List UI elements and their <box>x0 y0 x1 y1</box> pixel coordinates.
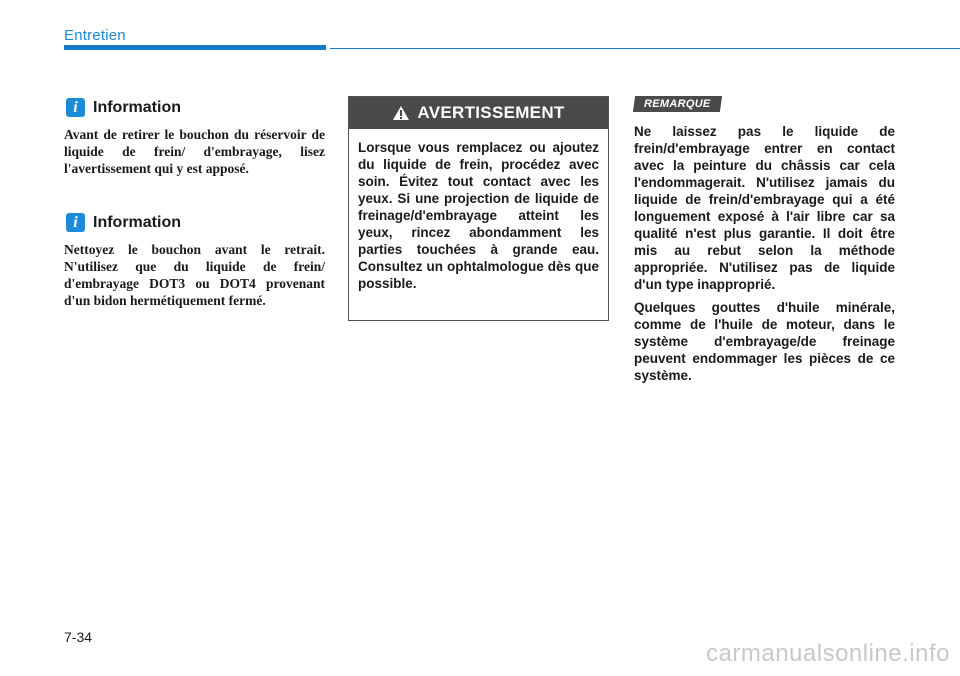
watermark: carmanualsonline.info <box>706 640 950 667</box>
info-title: Information <box>93 213 181 231</box>
remarque-label: REMARQUE <box>644 98 711 110</box>
section-title: Entretien <box>64 27 126 44</box>
header-rule-thin <box>330 48 960 49</box>
remarque-paragraph: Quelques gouttes d'huile minérale, comme de l'huile de moteur, dans le système d'embrayage/de freinage peuvent endommager les pièces de ce système. <box>634 300 895 383</box>
warning-box <box>348 96 609 321</box>
info-heading-2 <box>66 213 181 232</box>
info-body-2: Nettoyez le bouchon avant le retrait. N'utilisez que du liquide de frein/ d'embrayage DOT3 ou DOT4 provenant d'un bidon hermétiquement fermé. <box>64 242 325 308</box>
warning-body: Lorsque vous remplacez ou ajoutez du liquide de frein, procédez avec soin. Évitez tout contact avec les yeux. Si une projection de liquide de freinage/d'embrayage atteint les yeux, rincez abondamment les parties touchées à grande eau. Consultez un ophtalmologue dès que possible. <box>358 140 599 291</box>
header-rule-thick <box>64 45 326 50</box>
warning-title: AVERTISSEMENT <box>417 103 565 122</box>
info-heading-1 <box>66 98 181 117</box>
remarque-body <box>634 123 895 390</box>
remarque-paragraph: Ne laissez pas le liquide de frein/d'embrayage entrer en contact avec la peinture du châssis car cela l'endommagerait. N'utilisez jamais du liquide de frein/d'embrayage qui a été longuement exposé à l'air libre car sa qualité n'est plus garantie. Il doit être mis au rebut selon la méthode appropriée. N'utilisez pas de liquide d'un type inapproprié. <box>634 124 895 292</box>
info-body-1: Avant de retirer le bouchon du réservoir de liquide de frein/ d'embrayage, lisez l'avertissement qui y est apposé. <box>64 127 325 176</box>
remarque-badge <box>633 96 722 112</box>
info-icon: i <box>66 213 85 232</box>
info-title: Information <box>93 98 181 116</box>
warning-header <box>349 97 608 129</box>
warning-triangle-icon <box>392 105 410 121</box>
page-number: 7-34 <box>64 629 93 645</box>
info-icon: i <box>66 98 85 117</box>
